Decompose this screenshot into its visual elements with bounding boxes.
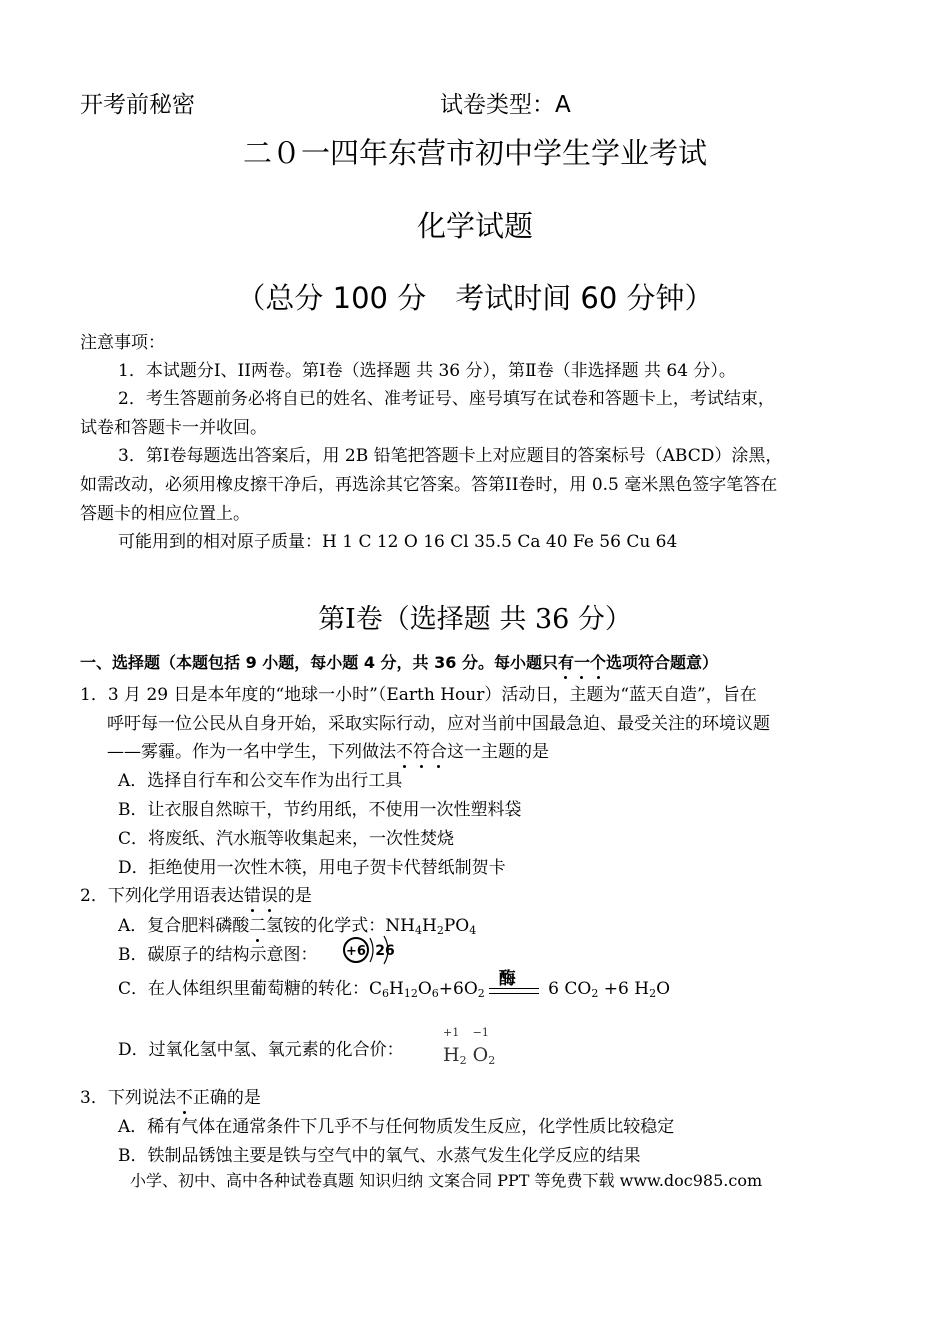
note-1: 1．本试题分Ⅰ、II两卷。第I卷（选择题 共 36 分），第Ⅱ卷（非选择题 共 64 分）。 <box>118 361 736 381</box>
instr-text-end: 选项符合题意） <box>606 653 719 672</box>
q2b-text: B．碳原子的结构示意图： <box>118 945 318 965</box>
note-2-cont: 试卷和答题卡一并收回。 <box>80 418 267 438</box>
exam-info: （总分 100 分 考试时间 60 分钟） <box>236 281 714 315</box>
subscript: 2 <box>477 987 485 1000</box>
dot-char: 不 <box>176 1083 193 1108</box>
formula-part: H <box>421 916 437 936</box>
valence-o <box>472 1026 496 1067</box>
q1-stem-line3 <box>107 737 549 762</box>
formula-part: H <box>443 1044 460 1066</box>
formula-part: 6 CO <box>542 979 592 999</box>
q1-option-b: B．让衣服自然晾干，节约用纸，不使用一次性塑料袋 <box>118 800 522 820</box>
q2a-formula: 氢铵的化学式：NH <box>266 916 415 936</box>
note-3-cont2: 答题卡的相应位置上。 <box>80 504 250 524</box>
dot-char: 二 <box>249 911 266 936</box>
subscript: 4 <box>414 924 422 937</box>
formula-part: O <box>417 979 432 999</box>
dot-char: 合 <box>430 737 447 762</box>
valence-h-value: +1 <box>443 1026 460 1039</box>
q1-stem-text: ——雾霾。作为一名中学生，下列做法 <box>107 742 396 762</box>
instr-emphasis <box>558 653 606 672</box>
dot-char: 有 <box>558 650 574 673</box>
valence-formula <box>443 1026 496 1067</box>
valence-h <box>443 1026 467 1067</box>
instr-text: 一、选择题（本题包括 9 小题，每小题 4 分，共 36 分。每小题只 <box>80 653 558 672</box>
q2-stem-text-end: 的是 <box>277 886 312 906</box>
q2a-text: A．复合肥料磷酸 <box>118 916 250 936</box>
q3-stem-text: 3．下列说法 <box>80 1088 176 1108</box>
q2-option-a <box>118 911 476 936</box>
shell-arc-1 <box>370 938 373 962</box>
nucleus-charge: +6 <box>346 944 366 959</box>
subscript: 4 <box>469 924 477 937</box>
q1-stem-line1: 1．3 月 29 日是本年度的“地球一小时”（Earth Hour）活动日，主题为“蓝天自造”，旨在 <box>80 685 757 705</box>
subscript: 2 <box>436 924 444 937</box>
q3-stem-text-end: 正确的是 <box>192 1088 261 1108</box>
subscript: 2 <box>591 987 599 1000</box>
dot-char: 错 <box>244 881 261 906</box>
notes-heading: 注意事项： <box>80 333 165 353</box>
note-3-cont: 如需改动，必须用橡皮擦干净后，再选涂其它答案。答第II卷时，用 0.5 毫米黑色签字笔答在 <box>80 475 778 495</box>
q2-stem <box>80 881 312 906</box>
dot-char: 一 <box>574 650 590 673</box>
q1-stem-line2: 呼吁每一位公民从自身开始，采取实际行动，应对当前中国最急迫、最受关注的环境议题 <box>107 714 770 734</box>
dot-char: 不 <box>396 737 413 762</box>
reaction-condition: 酶 <box>498 968 516 989</box>
q1-option-a: A．选择自行车和公交车作为出行工具 <box>118 771 403 791</box>
q3-stem <box>80 1083 261 1108</box>
atomic-masses: 可能用到的相对原子质量：H 1 C 12 O 16 Cl 35.5 Ca 40 Fe 56 Cu 64 <box>118 532 678 552</box>
valence-o-value: −1 <box>472 1026 489 1039</box>
q1-stem-text-end: 这一主题的是 <box>447 742 549 762</box>
subscript: 2 <box>459 1054 467 1067</box>
formula-part: +6O <box>438 979 478 999</box>
subscript: 2 <box>649 987 657 1000</box>
note-3: 3．第I卷每题选出答案后，用 2B 铅笔把答题卡上对应题目的答案标号（ABCD）涂黑， <box>118 446 783 466</box>
formula-part: PO <box>443 916 470 936</box>
formula-part: H <box>389 979 404 999</box>
dot-char: 符 <box>413 737 430 762</box>
dot-char: 个 <box>590 650 606 673</box>
shell-electrons: 26 <box>375 943 395 959</box>
formula-part: O <box>656 979 670 999</box>
subject-title: 化学试题 <box>416 209 533 243</box>
section-title: 第I卷（选择题 共 36 分） <box>318 604 632 635</box>
formula-part: +6 H <box>598 979 650 999</box>
exam-title: 二０一四年东营市初中学生学业考试 <box>242 136 707 170</box>
q3-option-a: A．稀有气体在通常条件下几乎不与任何物质发生反应，化学性质比较稳定 <box>118 1117 675 1137</box>
subscript: 6 <box>431 987 439 1000</box>
q1-option-d: D．拒绝使用一次性木筷，用电子贺卡代替纸制贺卡 <box>118 858 506 878</box>
note-2: 2．考生答题前务必将自已的姓名、准考证号、座号填写在试卷和答题卡上，考试结束， <box>118 389 775 409</box>
q2d-text: D．过氧化氢中氢、氧元素的化合价： <box>118 1040 404 1060</box>
section-instructions <box>80 650 718 673</box>
q2-stem-text: 2．下列化学用语表达 <box>80 886 244 906</box>
q1-option-c: C．将废纸、汽水瓶等收集起来，一次性焚烧 <box>118 829 455 849</box>
q3-option-b: B．铁制品锈蚀主要是铁与空气中的氧气、水蒸气发生化学反应的结果 <box>118 1146 641 1166</box>
q2-option-b <box>118 940 318 965</box>
q2-option-c <box>118 968 670 1000</box>
subscript: 12 <box>403 987 418 1000</box>
reaction-arrow <box>485 968 543 1000</box>
carbon-atom-diagram <box>340 932 398 968</box>
paper-type-label: 试卷类型：A <box>440 92 571 118</box>
dot-char: 误 <box>261 881 278 906</box>
subscript: 6 <box>382 987 390 1000</box>
footer-text: 小学、初中、高中各种试卷真题 知识归纳 文案合同 PPT 等免费下载 www.doc985.com <box>130 1171 763 1190</box>
q2c-text: C．在人体组织里葡萄糖的转化：C <box>118 979 383 999</box>
subscript: 2 <box>488 1054 496 1067</box>
secret-label: 开考前秘密 <box>80 92 195 118</box>
formula-part: O <box>472 1044 489 1066</box>
q2-option-d <box>118 1035 404 1060</box>
